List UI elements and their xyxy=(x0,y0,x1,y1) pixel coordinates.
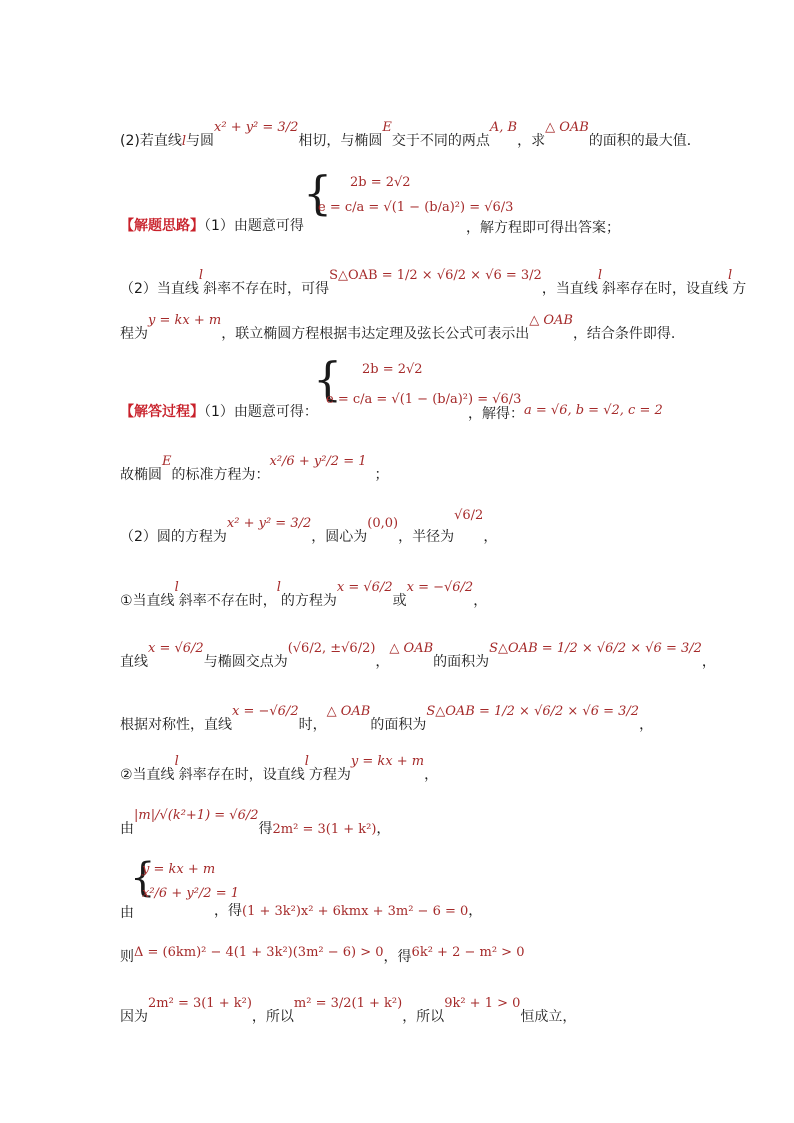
process-text: 或 xyxy=(392,593,407,609)
process-text: 的标准方程为： xyxy=(171,467,270,483)
process-text: ， xyxy=(375,654,390,670)
solution-process-line1 xyxy=(120,403,318,421)
process-text: 的面积为 xyxy=(433,654,490,670)
process-text: 恒成立， xyxy=(520,1009,577,1025)
math-triangle: △ OAB xyxy=(529,313,573,328)
math-l: l xyxy=(174,580,179,595)
idea-text: （2）当直线 xyxy=(120,281,199,297)
question-text: (2)若直线 xyxy=(120,133,182,149)
case2-line xyxy=(120,754,439,785)
process-text: ，所以 xyxy=(402,1009,445,1025)
math-circle-eq: x² + y² = 3/2 xyxy=(226,516,312,531)
process-text: ， xyxy=(473,593,488,609)
math-points: (√6/2, ±√6/2) xyxy=(287,641,376,656)
discriminant-line xyxy=(120,945,525,967)
question-text: 的面积的最大值． xyxy=(588,133,701,149)
process-text: 得 xyxy=(258,821,273,837)
system-brace: { xyxy=(130,855,156,901)
math-l: l xyxy=(304,754,309,769)
idea-text: ，联立椭圆方程根据韦达定理及弦长公式可表示出 xyxy=(221,326,530,342)
process-text: ，得 xyxy=(383,949,412,965)
math-line-x: x = √6/2 xyxy=(148,641,204,656)
process-text: 斜率不存在时， xyxy=(178,593,277,609)
because-line xyxy=(120,996,577,1027)
system-brace: { xyxy=(313,352,343,406)
process-text: ①当直线 xyxy=(120,593,175,609)
process-text: 与椭圆交点为 xyxy=(203,654,288,670)
ellipse-std-line xyxy=(120,454,389,485)
idea-text: 程为 xyxy=(120,326,148,342)
math-line-eq: y = kx + m xyxy=(148,313,222,328)
math-result: a = √6, b = √2, c = 2 xyxy=(524,403,663,418)
symmetry-line xyxy=(120,704,654,735)
math-area-formula: S△OAB = 1/2 × √6/2 × √6 = 3/2 xyxy=(329,268,542,283)
system-brace: { xyxy=(303,166,333,220)
math-system-line2: x²/6 + y²/2 = 1 xyxy=(142,886,239,901)
circle-line xyxy=(120,508,498,547)
solution-idea-line2 xyxy=(120,268,747,299)
math-system-line1: 2b = 2√2 xyxy=(350,175,411,190)
question-text: 相切，与椭圆 xyxy=(298,133,383,149)
math-triangle: △ OAB xyxy=(389,641,434,656)
process-text: 由 xyxy=(120,821,134,837)
line-intersection xyxy=(120,641,716,672)
math-inequality: 9k² + 1 > 0 xyxy=(444,996,521,1011)
idea-text: 斜率存在时，设直线 xyxy=(602,281,729,297)
question-text: 与圆 xyxy=(186,133,215,149)
math-relation: 2m² = 3(1 + k²) xyxy=(148,996,252,1011)
math-m-squared: m² = 3/2(1 + k²) xyxy=(293,996,403,1011)
process-text: 故椭圆 xyxy=(120,467,162,483)
case1-line xyxy=(120,580,488,611)
math-triangle: △ OAB xyxy=(326,704,371,719)
process-text: 直线 xyxy=(120,654,148,670)
idea-text: ，结合条件即得. xyxy=(572,326,676,342)
math-system-line1: 2b = 2√2 xyxy=(362,362,423,377)
solution-process-tag: 【解答过程】 xyxy=(120,404,204,420)
math-x-pos: x = √6/2 xyxy=(336,580,393,595)
idea-text: 方 xyxy=(732,281,747,297)
math-center: (0,0) xyxy=(367,516,399,531)
math-E: E xyxy=(162,454,172,469)
process-text: 时， xyxy=(298,717,327,733)
math-l: l xyxy=(597,268,603,283)
process-text: ， xyxy=(424,767,439,783)
math-distance-eq: |m|/√(k²+1) = √6/2 xyxy=(134,808,259,823)
question-part2 xyxy=(120,120,701,151)
process-text: ， xyxy=(468,903,483,919)
math-system-line2: e = c/a = √(1 − (b/a)²) = √6/3 xyxy=(318,200,514,215)
math-system-line2: e = c/a = √(1 − (b/a)²) = √6/3 xyxy=(326,392,522,407)
process-text: ，解得： xyxy=(468,406,524,422)
question-text: 交于不同的两点 xyxy=(391,133,490,149)
math-AB: A, B xyxy=(489,120,518,135)
math-l: l xyxy=(276,580,281,595)
math-area: S△OAB = 1/2 × √6/2 × √6 = 3/2 xyxy=(426,704,640,719)
math-ellipse-eq: x²/6 + y²/2 = 1 xyxy=(269,454,367,469)
math-radius: √6/2 xyxy=(454,508,484,523)
process-text: 方程为 xyxy=(308,767,351,783)
math-quadratic: (1 + 3k²)x² + 6kmx + 3m² − 6 = 0 xyxy=(242,904,469,919)
math-sym-x: x = −√6/2 xyxy=(232,704,299,719)
process-text: ， xyxy=(483,529,498,545)
process-text: ，得 xyxy=(214,903,242,919)
system2-line xyxy=(120,904,134,922)
quadratic-line xyxy=(214,900,482,920)
process-text: 斜率存在时，设直线 xyxy=(178,767,305,783)
distance-line xyxy=(120,808,391,839)
process-text: ， xyxy=(701,654,716,670)
idea-text: （1）由题意可得 xyxy=(204,218,304,234)
math-line-eq: y = kx + m xyxy=(350,754,425,769)
math-circle-eq: x² + y² = 3/2 xyxy=(214,120,299,135)
process-text: ，圆心为 xyxy=(311,529,368,545)
solution-idea-tag: 【解题思路】 xyxy=(120,218,204,234)
math-distance-result: 2m² = 3(1 + k²) xyxy=(272,822,377,837)
math-discriminant-result: 6k² + 2 − m² > 0 xyxy=(411,945,525,960)
math-l: l xyxy=(181,134,187,149)
math-l: l xyxy=(174,754,179,769)
solution-idea-line1 xyxy=(120,217,304,235)
process-text: 因为 xyxy=(120,1009,148,1025)
process-text: 的方程为 xyxy=(280,593,337,609)
math-discriminant: Δ = (6km)² − 4(1 + 3k²)(3m² − 6) > 0 xyxy=(134,945,384,960)
idea-text: ，解方程即可得出答案； xyxy=(466,220,620,236)
process-text: （2）圆的方程为 xyxy=(120,529,227,545)
process-solve xyxy=(468,403,663,423)
idea-text: ，当直线 xyxy=(541,281,598,297)
process-text: ； xyxy=(374,467,389,483)
process-text: ②当直线 xyxy=(120,767,175,783)
process-text: 则 xyxy=(120,949,134,965)
question-text: ，求 xyxy=(517,133,546,149)
process-text: 的面积为 xyxy=(370,717,427,733)
math-area: S△OAB = 1/2 × √6/2 × √6 = 3/2 xyxy=(489,641,702,656)
math-triangle: △ OAB xyxy=(545,120,589,135)
math-E: E xyxy=(382,120,392,135)
math-l: l xyxy=(728,268,733,283)
math-system-line1: y = kx + m xyxy=(142,862,216,877)
process-text: ， xyxy=(376,821,391,837)
math-x-neg: x = −√6/2 xyxy=(406,580,474,595)
process-text: ，所以 xyxy=(251,1009,294,1025)
math-l: l xyxy=(198,268,204,283)
process-text: 由 xyxy=(120,905,134,921)
solution-idea-line3 xyxy=(120,313,676,344)
process-text: （1）由题意可得： xyxy=(204,404,318,420)
idea-text: 斜率不存在时，可得 xyxy=(203,281,330,297)
process-text: ，半径为 xyxy=(398,529,455,545)
process-text: ， xyxy=(639,717,654,733)
process-text: 根据对称性，直线 xyxy=(120,717,232,733)
